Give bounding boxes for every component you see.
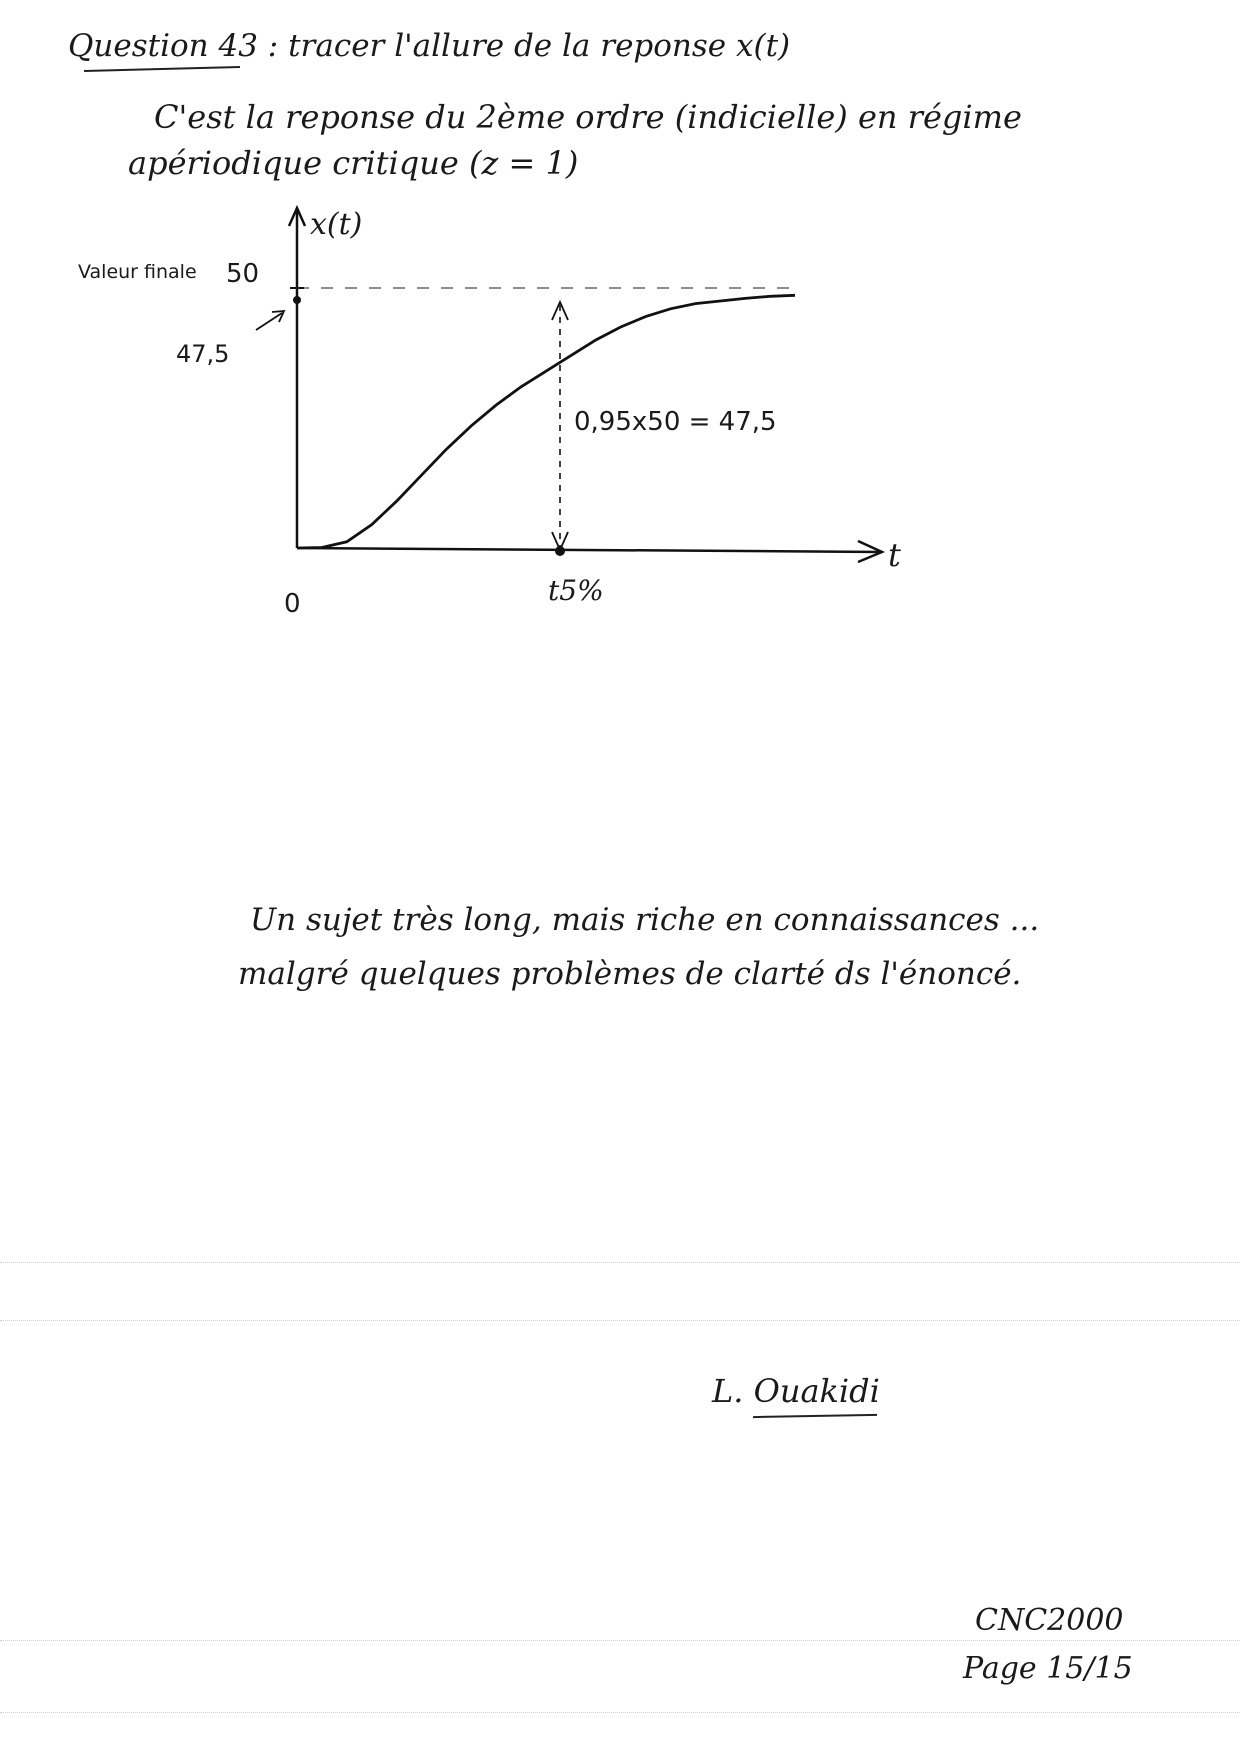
scan-noise-line <box>0 1640 1240 1641</box>
scan-noise-line <box>0 1712 1240 1713</box>
x-axis <box>297 548 882 552</box>
signature-underline <box>753 1414 877 1418</box>
question-title: Question 43 : tracer l'allure de la reponse x(t) <box>68 28 791 64</box>
answer-text-line-2: apériodique critique (z = 1) <box>128 144 579 182</box>
marked-value-point <box>293 296 301 304</box>
scan-noise-line <box>0 1262 1240 1263</box>
settling-time-point <box>555 546 565 556</box>
footer-reference: CNC2000 <box>975 1603 1124 1638</box>
response-curve <box>297 295 795 548</box>
final-value-number: 50 <box>226 259 260 289</box>
settling-time-label: t5% <box>548 574 604 607</box>
y-axis-label: x(t) <box>310 207 363 242</box>
settling-arrow-bottom <box>552 532 568 550</box>
footer-page-number: Page 15/15 <box>963 1651 1133 1686</box>
final-value-label: Valeur finale <box>78 261 197 283</box>
comment-text-line-2: malgré quelques problèmes de clarté ds l'énoncé. <box>238 956 1022 992</box>
marked-value-number: 47,5 <box>176 340 230 368</box>
x-axis-arrowhead <box>858 541 882 562</box>
y-axis-arrowhead <box>289 208 305 226</box>
answer-text-line-1: C'est la reponse du 2ème ordre (indicielle) en régime <box>154 98 1022 136</box>
settling-annotation: 0,95x50 = 47,5 <box>574 407 777 437</box>
x-axis-label: t <box>888 536 901 574</box>
origin-label: 0 <box>284 589 301 619</box>
settling-arrow-top <box>552 302 568 320</box>
marked-value-pointer <box>256 313 282 330</box>
question-underline <box>84 66 240 72</box>
scan-noise-line <box>0 1320 1240 1321</box>
comment-text-line-1: Un sujet très long, mais riche en connaissances ... <box>250 902 1040 938</box>
signature: L. Ouakidi <box>712 1372 880 1410</box>
marked-value-pointer-head <box>272 311 284 322</box>
